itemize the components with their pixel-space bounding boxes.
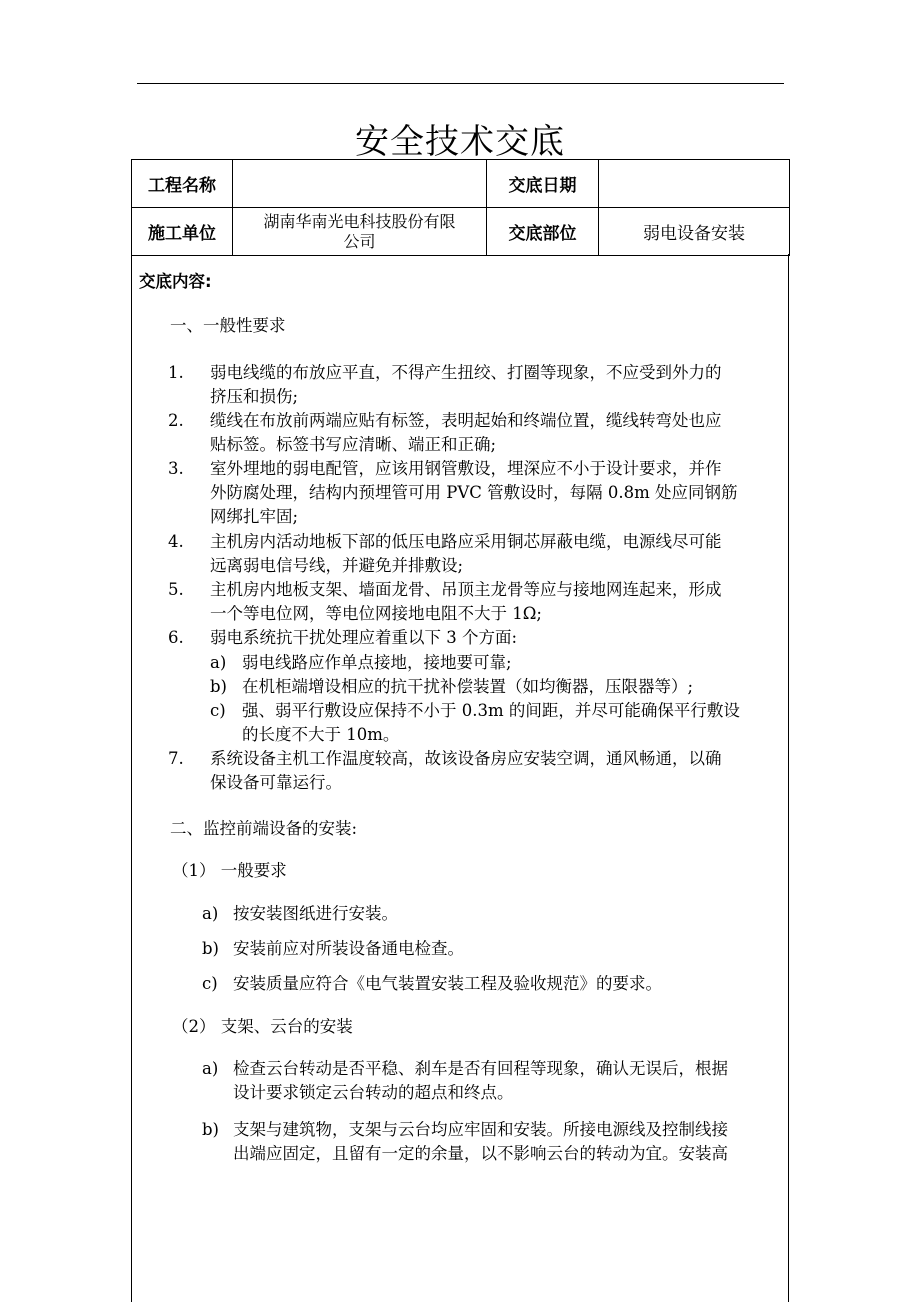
s2-sub1-a-text: 按安装图纸进行安装。: [233, 904, 398, 923]
s2-sub2-a-num: a): [202, 1059, 219, 1078]
item6a-num: a): [210, 653, 227, 672]
unit-label: 施工单位: [132, 208, 233, 256]
s2-sub1-b-text: 安装前应对所装设备通电检查。: [233, 939, 464, 958]
header-row-2: [132, 208, 790, 256]
section2-sub1-title: （1） 一般要求: [172, 861, 287, 880]
section1-title: 一、一般性要求: [170, 316, 286, 335]
item6-line1: 弱电系统抗干扰处理应着重以下 3 个方面:: [210, 628, 518, 647]
s2-sub2-a-line2: 设计要求锁定云台转动的超点和终点。: [233, 1083, 514, 1102]
document-title: 安全技术交底: [355, 122, 565, 162]
item3-num: 3.: [168, 459, 184, 478]
item4-line2: 远离弱电信号线，并避免并排敷设;: [210, 556, 464, 575]
item6a-line1: 弱电线路应作单点接地，接地要可靠;: [242, 653, 512, 672]
s2-sub1-c-num: c): [202, 974, 218, 993]
content-label: 交底内容:: [139, 272, 212, 291]
section2-title: 二、监控前端设备的安装:: [170, 819, 358, 838]
item2-line2: 贴标签。标签书写应清晰、端正和正确;: [210, 435, 497, 454]
item7-line2: 保设备可靠运行。: [210, 773, 342, 792]
item2-num: 2.: [168, 411, 184, 430]
item5-line2: 一个等电位网，等电位网接地电阻不大于 1Ω;: [210, 604, 542, 623]
section2-sub2-title: （2） 支架、云台的安装: [172, 1017, 353, 1036]
item5-line1: 主机房内地板支架、墙面龙骨、吊顶主龙骨等应与接地网连起来，形成: [210, 580, 722, 599]
s2-sub2-b-line2: 出端应固定，且留有一定的余量，以不影响云台的转动为宜。安装高: [233, 1144, 728, 1163]
item7-line1: 系统设备主机工作温度较高，故该设备房应安装空调，通风畅通，以确: [210, 749, 722, 768]
header-table: [131, 159, 790, 256]
s2-sub1-c-text: 安装质量应符合《电气装置安装工程及验收规范》的要求。: [233, 974, 662, 993]
item1-line2: 挤压和损伤;: [210, 387, 299, 406]
project-name-value: [233, 160, 487, 208]
item7-num: 7.: [168, 749, 184, 768]
date-label: 交底日期: [487, 160, 599, 208]
item3-line3: 网绑扎牢固;: [210, 507, 299, 526]
item1-line1: 弱电线缆的布放应平直，不得产生扭绞、打圈等现象，不应受到外力的: [210, 363, 722, 382]
item4-line1: 主机房内活动地板下部的低压电路应采用铜芯屏蔽电缆，电源线尽可能: [210, 532, 722, 551]
item5-num: 5.: [168, 580, 184, 599]
item1-num: 1.: [168, 363, 184, 382]
item3-line2: 外防腐处理，结构内预埋管可用 PVC 管敷设时，每隔 0.8m 处应同钢筋: [210, 483, 738, 502]
top-rule: [137, 83, 784, 84]
item2-line1: 缆线在布放前两端应贴有标签，表明起始和终端位置，缆线转弯处也应: [210, 411, 722, 430]
item6c-line1: 强、弱平行敷设应保持不小于 0.3m 的间距，并尽可能确保平行敷设: [242, 701, 740, 720]
item6c-num: c): [210, 701, 226, 720]
part-value: 弱电设备安装: [599, 208, 790, 256]
item6b-num: b): [210, 677, 227, 696]
part-label: 交底部位: [487, 208, 599, 256]
item6c-line2: 的长度不大于 10m。: [242, 725, 400, 744]
unit-value-line2: 公司: [343, 231, 376, 251]
s2-sub2-b-num: b): [202, 1120, 219, 1139]
s2-sub2-b-line1: 支架与建筑物，支架与云台均应牢固和安装。所接电源线及控制线接: [233, 1120, 728, 1139]
unit-value: [233, 208, 487, 256]
s2-sub1-a-num: a): [202, 904, 219, 923]
item4-num: 4.: [168, 532, 184, 551]
project-name-label: 工程名称: [132, 160, 233, 208]
item3-line1: 室外埋地的弱电配管，应该用钢管敷设，埋深应不小于设计要求，并作: [210, 459, 722, 478]
s2-sub2-a-line1: 检查云台转动是否平稳、刹车是否有回程等现象，确认无误后，根据: [233, 1059, 728, 1078]
s2-sub1-b-num: b): [202, 939, 219, 958]
header-row-1: [132, 160, 790, 208]
date-value: [599, 160, 790, 208]
item6-num: 6.: [168, 628, 184, 647]
unit-value-line1: 湖南华南光电科技股份有限: [263, 211, 456, 231]
item6b-line1: 在机柜端增设相应的抗干扰补偿装置（如均衡器，压限器等）;: [242, 677, 694, 696]
